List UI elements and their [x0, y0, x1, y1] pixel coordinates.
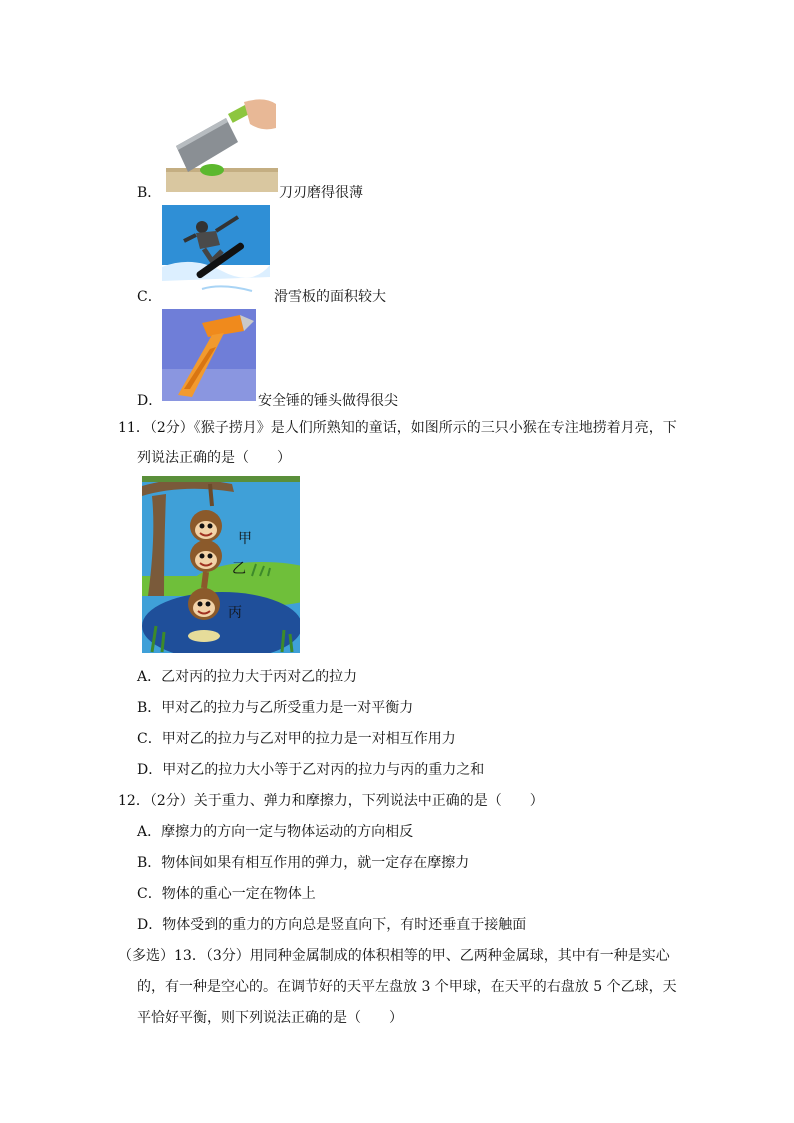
q12-option-d: D．物体受到的重力的方向总是竖直向下，有时还垂直于接触面: [137, 917, 527, 933]
q11-option-d: D．甲对乙的拉力大小等于乙对丙的拉力与丙的重力之和: [137, 762, 485, 778]
option-b-caption: 刀刃磨得很薄: [279, 185, 363, 201]
q12-option-a: A．摩擦力的方向一定与物体运动的方向相反: [137, 824, 414, 840]
option-c-letter: C．: [137, 289, 162, 305]
option-d-caption: 安全锤的锤头做得很尖: [258, 393, 398, 409]
q13-stem-line2: 的，有一种是空心的。在调节好的天平左盘放 3 个甲球，在天平的右盘放 5 个乙球，天: [137, 979, 677, 995]
q13-stem-line1: （多选）13．（3分）用同种金属制成的体积相等的甲、乙两种金属球，其中有一种是实心: [118, 948, 670, 964]
q11-option-b: B．甲对乙的拉力与乙所受重力是一对平衡力: [137, 700, 414, 716]
label-yi: 乙: [232, 561, 246, 577]
q12-stem: 12．（2分）关于重力、弹力和摩擦力，下列说法中正确的是（ ）: [118, 793, 544, 809]
q11-option-a: A．乙对丙的拉力大于丙对乙的拉力: [137, 669, 358, 685]
q11-stem-line1: 11．（2分）《猴子捞月》是人们所熟知的童话，如图所示的三只小猴在专注地捞着月亮，下: [118, 420, 677, 436]
q11-option-c: C．甲对乙的拉力与乙对甲的拉力是一对相互作用力: [137, 731, 456, 747]
label-jia: 甲: [238, 531, 252, 547]
option-b-letter: B．: [137, 185, 162, 201]
q12-option-c: C．物体的重心一定在物体上: [137, 886, 316, 902]
q12-option-b: B．物体间如果有相互作用的弹力，就一定存在摩擦力: [137, 855, 470, 871]
q11-stem-line2: 列说法正确的是（ ）: [137, 450, 291, 466]
option-d-letter: D．: [137, 393, 163, 409]
snowboard-image: [162, 205, 270, 301]
label-bing: 丙: [228, 605, 242, 621]
monkeys-figure: [142, 476, 300, 653]
option-c-caption: 滑雪板的面积较大: [274, 289, 386, 305]
knife-image: [166, 98, 278, 192]
safety-hammer-image: [162, 309, 256, 401]
q13-stem-line3: 平恰好平衡，则下列说法正确的是（ ）: [137, 1010, 403, 1026]
